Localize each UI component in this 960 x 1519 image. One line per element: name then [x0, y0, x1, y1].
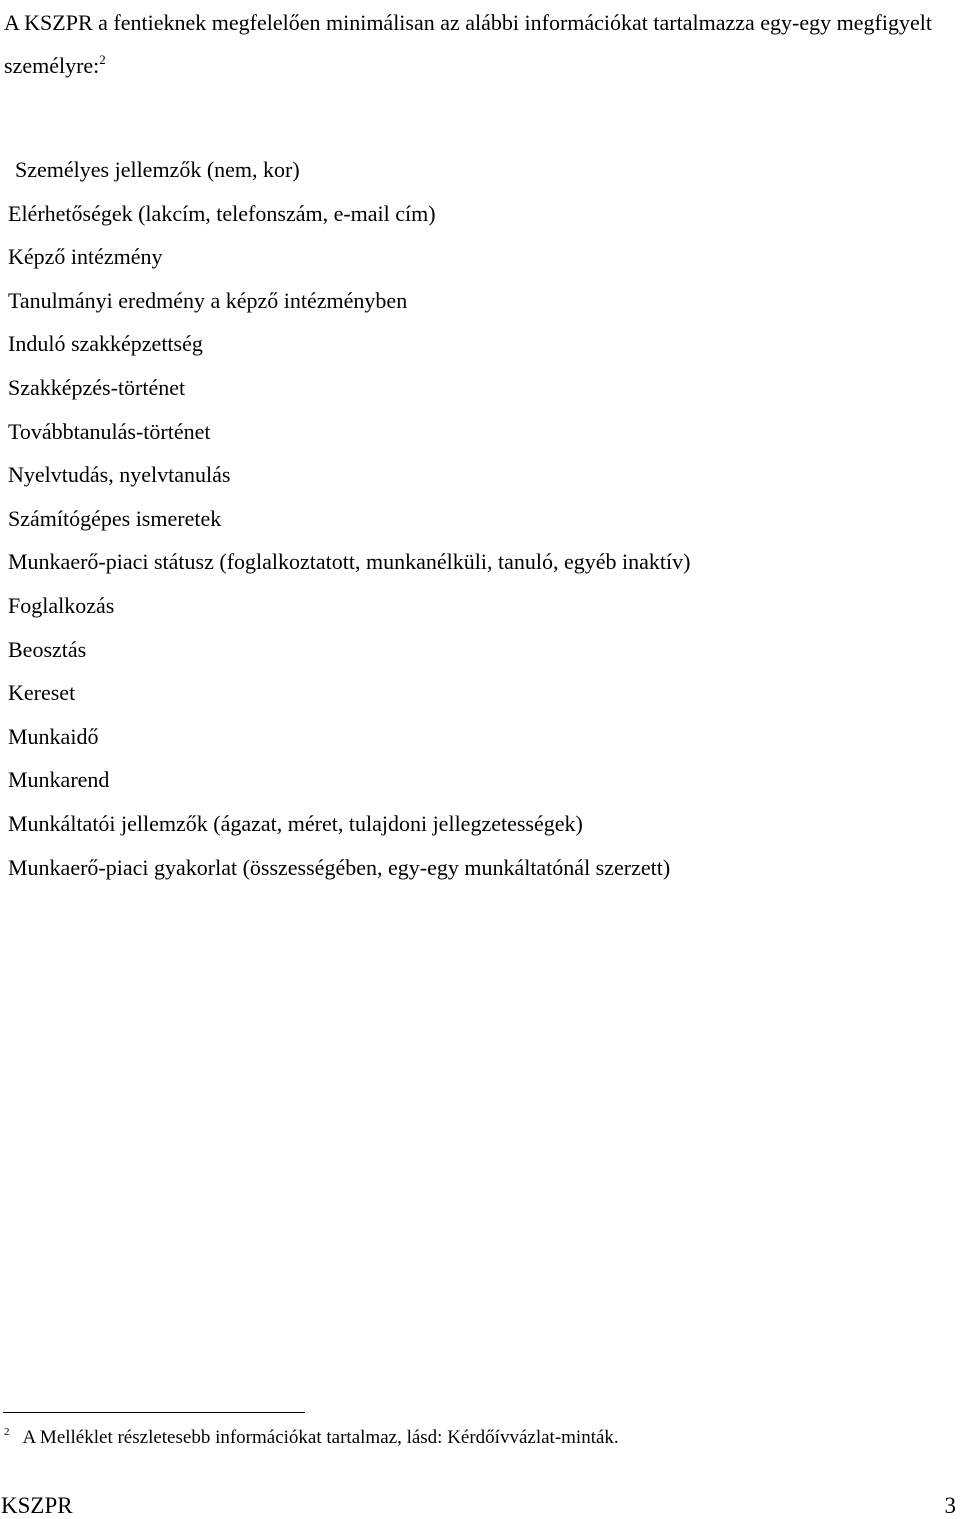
- list-item: Szakképzés-történet: [8, 374, 186, 400]
- list-item: Személyes jellemzők (nem, kor): [15, 157, 300, 182]
- list-item: Képző intézmény: [8, 244, 163, 270]
- list-item: Munkaidő: [8, 723, 99, 749]
- footnote-number: 2: [4, 1426, 10, 1438]
- footnote-reference: 2: [99, 52, 106, 67]
- information-list: [8, 148, 953, 889]
- list-item: Munkáltatói jellemzők (ágazat, méret, tulajdoni jellegzetességek): [8, 810, 583, 836]
- intro-paragraph: [4, 1, 958, 87]
- list-item: Munkaerő-piaci státusz (foglalkoztatott, munkanélküli, tanuló, egyéb inaktív): [8, 549, 691, 575]
- list-item: Elérhetőségek (lakcím, telefonszám, e-mail cím): [8, 200, 436, 226]
- footnote-separator: [3, 1412, 305, 1413]
- footnote-text: A Melléklet részletesebb információkat tartalmaz, lásd: Kérdőívvázlat-minták.: [22, 1427, 619, 1448]
- list-item: Induló szakképzettség: [8, 331, 203, 357]
- list-item: Beosztás: [8, 636, 87, 662]
- list-item: Munkaerő-piaci gyakorlat (összességében, egy-egy munkáltatónál szerzett): [8, 854, 671, 880]
- list-item: Számítógépes ismeretek: [8, 505, 222, 531]
- intro-text: A KSZPR a fentieknek megfelelően minimálisan az alábbi információkat tartalmazza egy-egy megfigyelt személyre:: [4, 10, 932, 78]
- page-number: 3: [944, 1493, 956, 1518]
- footnote: [4, 1425, 619, 1451]
- footer-label: KSZPR: [1, 1493, 73, 1518]
- list-item: Tanulmányi eredmény a képző intézményben: [8, 287, 408, 313]
- list-item: Kereset: [8, 680, 76, 706]
- list-item: Nyelvtudás, nyelvtanulás: [8, 462, 231, 488]
- list-item: Foglalkozás: [8, 592, 115, 618]
- list-item: Továbbtanulás-történet: [8, 418, 211, 444]
- list-item: Munkarend: [8, 767, 110, 793]
